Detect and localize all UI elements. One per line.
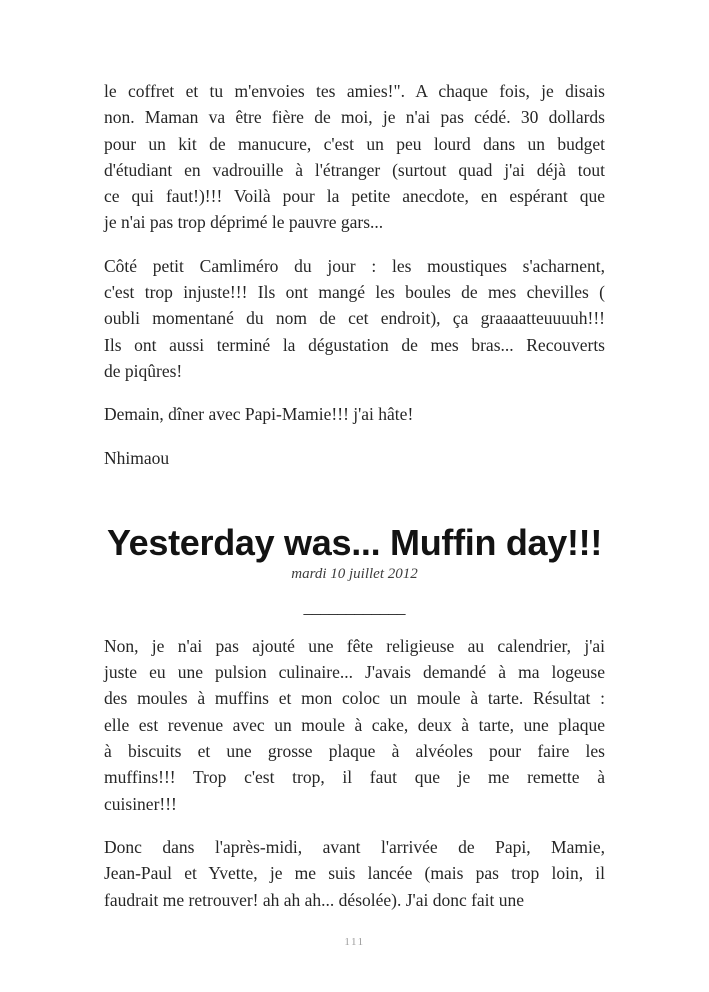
text-line: à biscuits et une grosse plaque à alvéoles pour faire les [104,741,605,762]
text-line: juste eu une pulsion culinaire... J'avais demandé à ma logeuse [104,662,605,683]
text-line: ce qui faut!)!!! Voilà pour la petite anecdote, en espérant que [104,186,605,207]
text-line: pour un kit de manucure, c'est un peu lourd dans un budget [104,133,605,154]
post-body [104,633,605,913]
text-line: Non, je n'ai pas ajouté une fête religieuse au calendrier, j'ai [104,635,605,656]
text-line: Jean-Paul et Yvette, je me suis lancée (mais pas trop loin, il [104,863,605,884]
text-line: oubli momentané du nom de cet endroit), ça graaaatteuuuuh!!! [104,308,605,329]
paragraph [104,401,605,427]
text-line: muffins!!! Trop c'est trop, il faut que je me remette à [104,767,605,788]
text-line: c'est trop injuste!!! Ils ont mangé les boules de mes chevilles ( [104,282,605,303]
previous-post-body [104,78,605,428]
text-line: Côté petit Camliméro du jour : les moustiques s'acharnent, [104,255,605,276]
text-line: cuisiner!!! [104,793,177,814]
paragraph [104,834,605,913]
paragraph [104,253,605,384]
post-signature: Nhimaou [104,447,170,468]
text-line: faudrait me retrouver! ah ah ah... désolée). J'ai donc fait une [104,889,525,910]
section-separator: ____________ [303,597,406,617]
post-header [104,521,605,618]
post-title: Yesterday was... Muffin day!!! [106,521,603,563]
page-number: 111 [344,936,365,948]
text-line: Demain, dîner avec Papi-Mamie!!! j'ai hâte! [104,404,414,425]
text-line: de piqûres! [104,360,183,381]
text-line: elle est revenue avec un moule à cake, deux à tarte, une plaque [104,714,605,735]
paragraph [104,633,605,817]
text-line: Donc dans l'après-midi, avant l'arrivée de Papi, Mamie, [104,836,605,857]
post-date: mardi 10 juillet 2012 [291,565,418,582]
text-line: d'étudiant en vadrouille à l'étranger (surtout quad j'ai déjà tout [104,159,605,180]
paragraph [104,78,605,236]
text-line: des moules à muffins et mon coloc un moule à tarte. Résultat : [104,688,605,709]
text-line: non. Maman va être fière de moi, je n'ai pas cédé. 30 dollards [104,107,605,128]
text-line: le coffret et tu m'envoies tes amies!". A chaque fois, je disais [104,81,605,101]
text-line: Ils ont aussi terminé la dégustation de mes bras... Recouverts [104,334,605,355]
text-line: je n'ai pas trop déprimé le pauvre gars... [104,212,384,233]
